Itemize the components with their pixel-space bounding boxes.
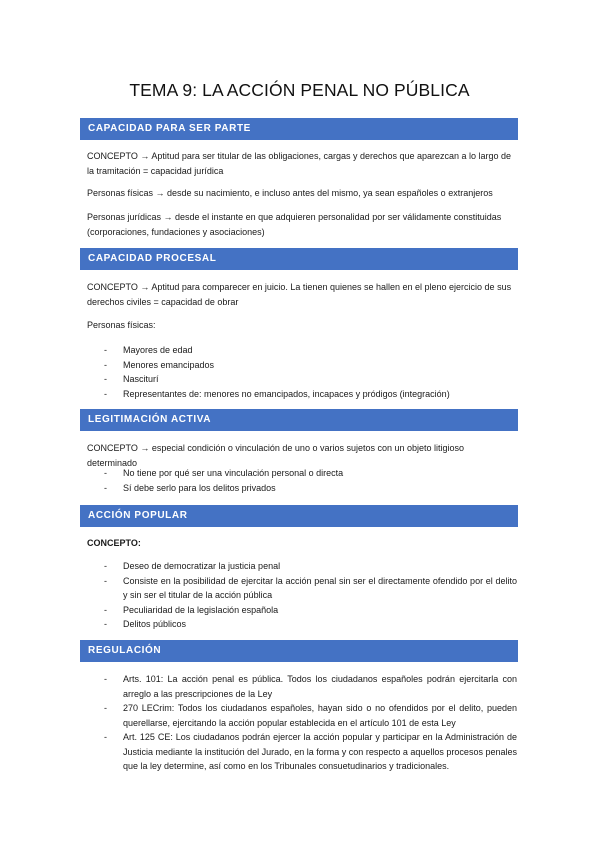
list-marker: - bbox=[104, 468, 107, 478]
section-heading-capacidad-procesal: CAPACIDAD PROCESAL bbox=[80, 248, 518, 270]
paragraph: CONCEPTO → Aptitud para ser titular de las obligaciones, cargas y derechos que aparezcan a lo largo de la tramitación = capacidad jurídica bbox=[87, 151, 512, 176]
section-heading-accion-popular: ACCIÓN POPULAR bbox=[80, 505, 518, 527]
bullet-list bbox=[87, 559, 517, 632]
list-marker: - bbox=[104, 575, 107, 586]
paragraph: CONCEPTO → especial condición o vinculación de uno o varios sujetos con un objeto litigioso determinado bbox=[87, 443, 465, 468]
list-item-text: Menores emancipados bbox=[123, 359, 215, 370]
list-item-text: Delitos públicos bbox=[123, 619, 187, 629]
section-heading-regulacion: REGULACIÓN bbox=[80, 640, 518, 662]
list-item bbox=[87, 466, 517, 481]
list-item bbox=[87, 372, 517, 387]
list-marker: - bbox=[104, 345, 107, 355]
paragraph: CONCEPTO → Aptitud para comparecer en juicio. La tienen quienes se hallen en el pleno ejercicio de sus derechos civiles = capacidad de obrar bbox=[87, 282, 512, 307]
list-item bbox=[87, 387, 517, 402]
list-item bbox=[87, 358, 517, 373]
bullet-list bbox=[87, 343, 517, 401]
list-item-text: 270 LECrim: Todos los ciudadanos españoles, hayan sido o no ofendidos por el delito, pueden querellarse, ejercitando la acción popular establecida en el artículo 101 de esta Ley bbox=[123, 703, 517, 728]
list-item bbox=[87, 559, 517, 574]
list-marker: - bbox=[104, 359, 107, 370]
list-item-text: Art. 125 CE: Los ciudadanos podrán ejercer la acción popular y participar en la Administración de Justicia mediante la institución del Jurado, en la forma y con respecto a aquellos procesos penales que la ley determine, así como en los Tribunales consuetudinarios y tradicionales. bbox=[123, 732, 517, 771]
list-marker: - bbox=[104, 703, 107, 713]
list-item-text: Mayores de edad bbox=[123, 345, 193, 355]
paragraph: Personas jurídicas → desde el instante en que adquieren personalidad por ser válidamente constituidas (corporaciones, fundaciones y asociaciones) bbox=[87, 212, 502, 237]
list-item bbox=[87, 603, 517, 618]
list-item-text: Consiste en la posibilidad de ejercitar la acción penal sin ser el directamente ofendido por el delito y sin ser el titular de la acción pública bbox=[123, 575, 517, 600]
list-marker: - bbox=[104, 619, 107, 629]
paragraph: Personas físicas: bbox=[87, 320, 156, 330]
list-item-text: Representantes de: menores no emancipados, incapaces y pródigos (integración) bbox=[123, 388, 450, 399]
list-item bbox=[87, 574, 517, 603]
list-item-text: Deseo de democratizar la justicia penal bbox=[123, 561, 281, 571]
paragraph: CONCEPTO: bbox=[87, 538, 141, 548]
list-item bbox=[87, 701, 517, 730]
bullet-list bbox=[87, 466, 517, 495]
list-marker: - bbox=[104, 604, 107, 615]
list-marker: - bbox=[104, 482, 107, 493]
list-item bbox=[87, 730, 517, 774]
list-item bbox=[87, 481, 517, 496]
section-heading-legitimacion: LEGITIMACIÓN ACTIVA bbox=[80, 409, 518, 431]
paragraph: Personas físicas → desde su nacimiento, e incluso antes del mismo, ya sean españoles o extranjeros bbox=[87, 188, 493, 198]
list-item-text: Arts. 101: La acción penal es pública. Todos los ciudadanos españoles podrán ejercitarla con arreglo a las prescripciones de la Ley bbox=[123, 674, 517, 699]
list-marker: - bbox=[104, 674, 107, 684]
bullet-list bbox=[87, 672, 517, 774]
list-item bbox=[87, 343, 517, 358]
list-item-text: No tiene por qué ser una vinculación personal o directa bbox=[123, 468, 344, 478]
list-marker: - bbox=[104, 561, 107, 571]
list-item-text: Nasciturí bbox=[123, 374, 159, 384]
page-title: TEMA 9: LA ACCIÓN PENAL NO PÚBLICA bbox=[129, 80, 470, 100]
list-item bbox=[87, 617, 517, 632]
list-marker: - bbox=[104, 374, 107, 384]
list-item-text: Peculiaridad de la legislación española bbox=[123, 604, 279, 615]
section-heading-capacidad-parte: CAPACIDAD PARA SER PARTE bbox=[80, 118, 518, 140]
list-item bbox=[87, 672, 517, 701]
list-item-text: Sí debe serlo para los delitos privados bbox=[123, 482, 276, 493]
list-marker: - bbox=[104, 388, 107, 399]
list-marker: - bbox=[104, 732, 107, 742]
